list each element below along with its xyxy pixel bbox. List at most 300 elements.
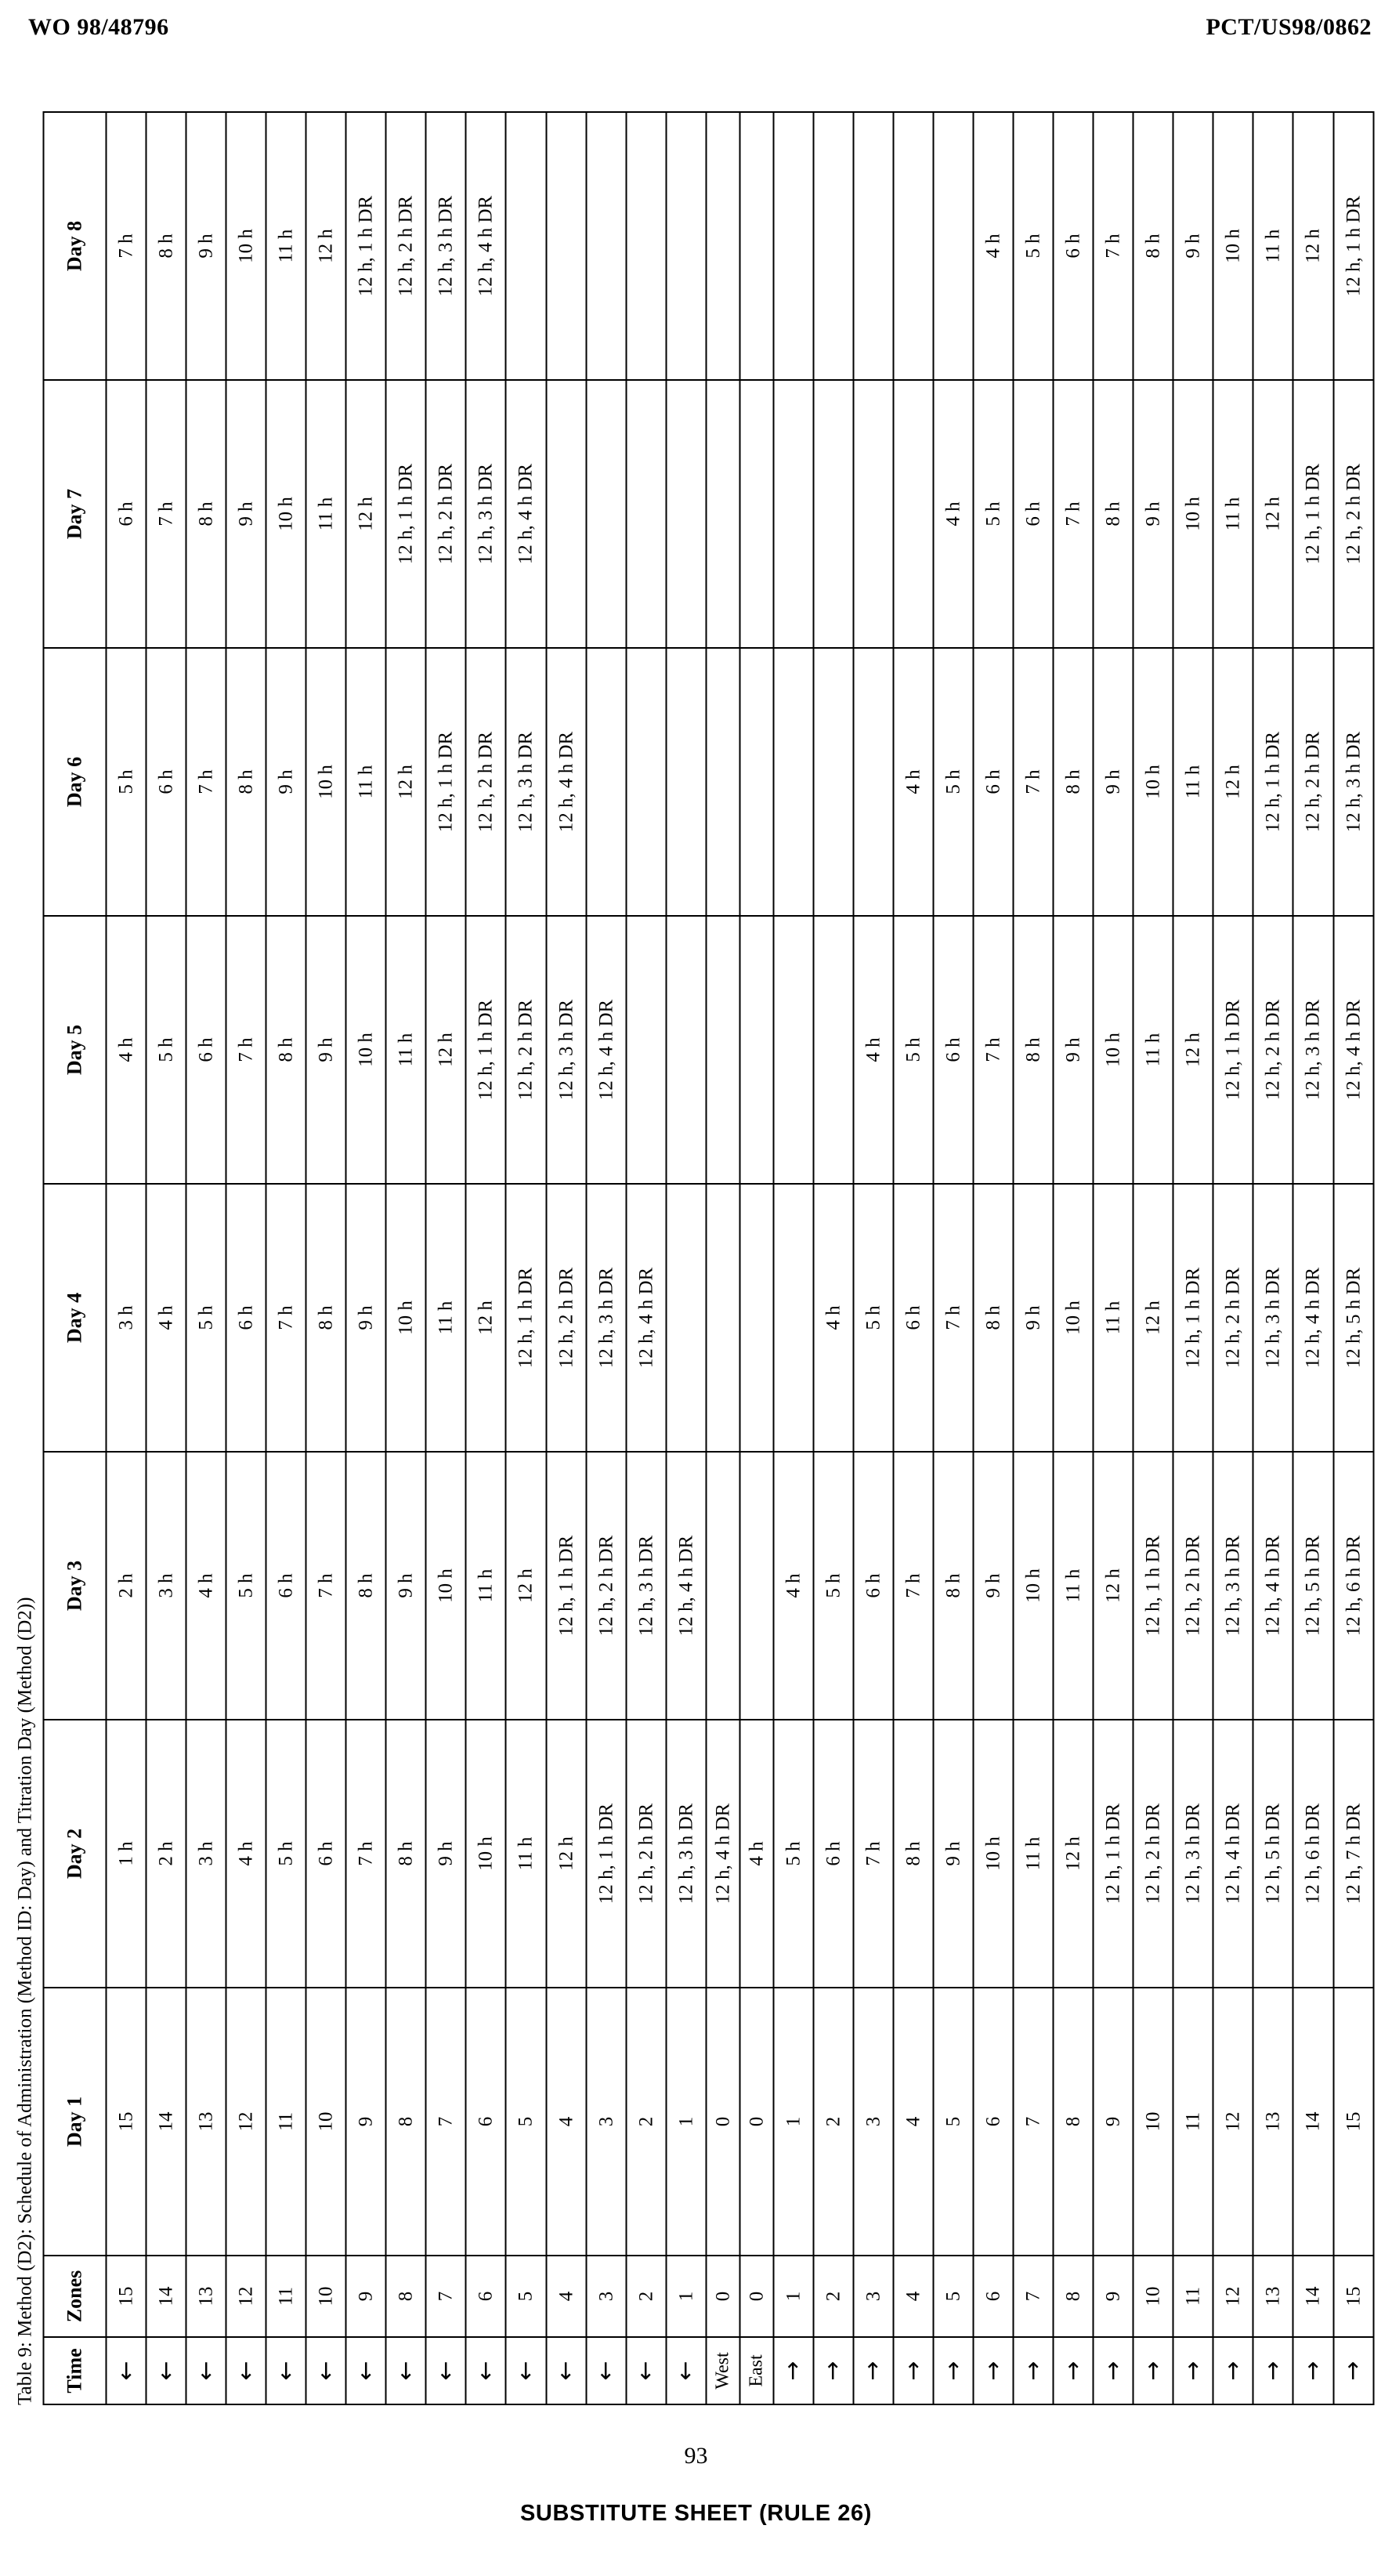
cell-day7: 12 h, 1 h DR bbox=[385, 380, 425, 648]
cell-day8 bbox=[626, 112, 666, 380]
cell-day3 bbox=[739, 1452, 773, 1720]
cell-day2: 12 h, 7 h DR bbox=[1333, 1720, 1373, 1988]
cell-day5 bbox=[813, 916, 853, 1184]
cell-day8: 8 h bbox=[146, 112, 186, 380]
publication-number: WO 98/48796 bbox=[28, 14, 169, 40]
cell-day2: 12 h, 4 h DR bbox=[706, 1720, 739, 1988]
cell-day7 bbox=[586, 380, 626, 648]
cell-day6: 12 h, 2 h DR bbox=[1293, 648, 1332, 916]
cell-day7: 12 h bbox=[345, 380, 385, 648]
table-row bbox=[586, 112, 626, 2404]
cell-day6: 11 h bbox=[345, 648, 385, 916]
cell-day4: 12 h, 2 h DR bbox=[1213, 1184, 1253, 1452]
zone-value: 8 bbox=[385, 2256, 425, 2337]
cell-day3 bbox=[706, 1452, 739, 1720]
page-header bbox=[0, 14, 1392, 53]
cell-day3: 7 h bbox=[893, 1452, 933, 1720]
cell-day4: 12 h, 3 h DR bbox=[586, 1184, 626, 1452]
cell-day3: 2 h bbox=[106, 1452, 146, 1720]
cell-day1: 10 bbox=[1133, 1988, 1173, 2256]
arrow-left-icon: ← bbox=[586, 2337, 626, 2404]
cell-day3: 12 h, 3 h DR bbox=[1213, 1452, 1253, 1720]
cell-day5: 11 h bbox=[385, 916, 425, 1184]
zone-value: 5 bbox=[933, 2256, 973, 2337]
zone-value: 7 bbox=[1013, 2256, 1053, 2337]
cell-day1: 5 bbox=[933, 1988, 973, 2256]
cell-day6: 11 h bbox=[1173, 648, 1213, 916]
col-header-day-1: Day 1 bbox=[43, 1988, 106, 2256]
table-row bbox=[973, 112, 1013, 2404]
cell-day5: 12 h, 2 h DR bbox=[1253, 916, 1293, 1184]
cell-day7: 5 h bbox=[973, 380, 1013, 648]
arrow-right-icon: → bbox=[1173, 2337, 1213, 2404]
zone-value: 6 bbox=[465, 2256, 505, 2337]
cell-day4: 12 h, 5 h DR bbox=[1333, 1184, 1373, 1452]
table-row bbox=[146, 112, 186, 2404]
zone-value: 4 bbox=[893, 2256, 933, 2337]
col-header-time: Time bbox=[43, 2337, 106, 2404]
cell-day4 bbox=[773, 1184, 813, 1452]
cell-day3: 9 h bbox=[385, 1452, 425, 1720]
cell-day7 bbox=[706, 380, 739, 648]
cell-day3: 12 h, 4 h DR bbox=[1253, 1452, 1293, 1720]
cell-day4: 12 h, 1 h DR bbox=[505, 1184, 545, 1452]
cell-day2: 12 h, 6 h DR bbox=[1293, 1720, 1332, 1988]
table-row bbox=[1173, 112, 1213, 2404]
cell-day6: 12 h bbox=[1213, 648, 1253, 916]
cell-day4 bbox=[706, 1184, 739, 1452]
arrow-right-icon: → bbox=[1133, 2337, 1173, 2404]
cell-day5 bbox=[626, 916, 666, 1184]
cell-day8: 8 h bbox=[1133, 112, 1173, 380]
cell-day7 bbox=[626, 380, 666, 648]
cell-day2: 12 h, 2 h DR bbox=[1133, 1720, 1173, 1988]
cell-day5: 8 h bbox=[266, 916, 306, 1184]
cell-day5: 8 h bbox=[1013, 916, 1053, 1184]
cell-day6: 12 h, 3 h DR bbox=[505, 648, 545, 916]
cell-day1: 7 bbox=[425, 1988, 465, 2256]
arrow-right-icon: → bbox=[1253, 2337, 1293, 2404]
cell-day8: 10 h bbox=[1213, 112, 1253, 380]
cell-day6: 12 h, 2 h DR bbox=[465, 648, 505, 916]
zone-value: 15 bbox=[106, 2256, 146, 2337]
cell-day4: 3 h bbox=[106, 1184, 146, 1452]
cell-day3: 8 h bbox=[933, 1452, 973, 1720]
cell-day7: 6 h bbox=[1013, 380, 1053, 648]
cell-day3: 12 h, 1 h DR bbox=[546, 1452, 586, 1720]
arrow-right-icon: → bbox=[853, 2337, 893, 2404]
cell-day3: 10 h bbox=[1013, 1452, 1053, 1720]
cell-day3: 10 h bbox=[425, 1452, 465, 1720]
cell-day8 bbox=[739, 112, 773, 380]
cell-day2: 12 h, 2 h DR bbox=[626, 1720, 666, 1988]
rotated-table-container bbox=[16, 141, 1376, 2405]
table-row bbox=[425, 112, 465, 2404]
cell-day1: 3 bbox=[586, 1988, 626, 2256]
cell-day8: 9 h bbox=[1173, 112, 1213, 380]
cell-day3: 4 h bbox=[186, 1452, 226, 1720]
cell-day4: 4 h bbox=[146, 1184, 186, 1452]
cell-day4: 8 h bbox=[973, 1184, 1013, 1452]
cell-day6: 9 h bbox=[1093, 648, 1133, 916]
cell-day2: 5 h bbox=[266, 1720, 306, 1988]
table-row bbox=[1093, 112, 1133, 2404]
cell-day2: 10 h bbox=[973, 1720, 1013, 1988]
table-row bbox=[1253, 112, 1293, 2404]
cell-day2: 11 h bbox=[505, 1720, 545, 1988]
cell-day4: 11 h bbox=[1093, 1184, 1133, 1452]
cell-day6: 12 h, 4 h DR bbox=[546, 648, 586, 916]
cell-day1: 14 bbox=[146, 1988, 186, 2256]
cell-day7 bbox=[813, 380, 853, 648]
cell-day6: 12 h bbox=[385, 648, 425, 916]
cell-day7: 4 h bbox=[933, 380, 973, 648]
table-region bbox=[16, 141, 1376, 2405]
table-row bbox=[1133, 112, 1173, 2404]
arrow-right-icon: → bbox=[1293, 2337, 1332, 2404]
cell-day8: 5 h bbox=[1013, 112, 1053, 380]
zone-value: 13 bbox=[186, 2256, 226, 2337]
cell-day5 bbox=[773, 916, 813, 1184]
col-header-day-8: Day 8 bbox=[43, 112, 106, 380]
cell-day2: 10 h bbox=[465, 1720, 505, 1988]
cell-day8 bbox=[505, 112, 545, 380]
table-row bbox=[666, 112, 706, 2404]
cell-day5: 11 h bbox=[1133, 916, 1173, 1184]
col-header-day-5: Day 5 bbox=[43, 916, 106, 1184]
table-row bbox=[1293, 112, 1332, 2404]
cell-day2: 12 h, 4 h DR bbox=[1213, 1720, 1253, 1988]
cell-day4: 4 h bbox=[813, 1184, 853, 1452]
cell-day7: 11 h bbox=[1213, 380, 1253, 648]
cell-day6 bbox=[666, 648, 706, 916]
zone-value: 11 bbox=[1173, 2256, 1213, 2337]
cell-day4 bbox=[666, 1184, 706, 1452]
table-row bbox=[345, 112, 385, 2404]
cell-day1: 4 bbox=[893, 1988, 933, 2256]
zone-value: 1 bbox=[666, 2256, 706, 2337]
cell-day5: 12 h, 4 h DR bbox=[1333, 916, 1373, 1184]
cell-day8: 12 h bbox=[1293, 112, 1332, 380]
cell-day8: 12 h, 1 h DR bbox=[1333, 112, 1373, 380]
arrow-right-icon: → bbox=[893, 2337, 933, 2404]
cell-day4: 10 h bbox=[1053, 1184, 1093, 1452]
cell-day7: 12 h, 1 h DR bbox=[1293, 380, 1332, 648]
cell-day7: 9 h bbox=[1133, 380, 1173, 648]
table-row bbox=[1053, 112, 1093, 2404]
arrow-left-icon: ← bbox=[666, 2337, 706, 2404]
cell-day1: 2 bbox=[626, 1988, 666, 2256]
cell-day1: 1 bbox=[773, 1988, 813, 2256]
cell-day8: 9 h bbox=[186, 112, 226, 380]
cell-day2: 6 h bbox=[306, 1720, 345, 1988]
cell-day2: 7 h bbox=[853, 1720, 893, 1988]
zone-value: 5 bbox=[505, 2256, 545, 2337]
cell-day8: 11 h bbox=[266, 112, 306, 380]
cell-day8: 12 h, 3 h DR bbox=[425, 112, 465, 380]
cell-day8: 12 h, 2 h DR bbox=[385, 112, 425, 380]
cell-day1: 5 bbox=[505, 1988, 545, 2256]
cell-day2: 12 h bbox=[546, 1720, 586, 1988]
cell-day8 bbox=[773, 112, 813, 380]
cell-day7: 8 h bbox=[186, 380, 226, 648]
cell-day2: 11 h bbox=[1013, 1720, 1053, 1988]
header-row bbox=[43, 112, 106, 2404]
zone-value: 12 bbox=[1213, 2256, 1253, 2337]
cell-day8 bbox=[546, 112, 586, 380]
cell-day5 bbox=[706, 916, 739, 1184]
cell-day8 bbox=[586, 112, 626, 380]
table-row bbox=[853, 112, 893, 2404]
zone-value: 9 bbox=[1093, 2256, 1133, 2337]
cell-day4: 6 h bbox=[226, 1184, 266, 1452]
cell-day1: 13 bbox=[1253, 1988, 1293, 2256]
cell-day8: 10 h bbox=[226, 112, 266, 380]
table-row bbox=[306, 112, 345, 2404]
zone-value: 4 bbox=[546, 2256, 586, 2337]
cell-day3: 12 h, 4 h DR bbox=[666, 1452, 706, 1720]
cell-day6: 10 h bbox=[306, 648, 345, 916]
cell-day7: 12 h, 2 h DR bbox=[1333, 380, 1373, 648]
cell-day3: 12 h bbox=[505, 1452, 545, 1720]
cell-day4 bbox=[739, 1184, 773, 1452]
zone-value: 1 bbox=[773, 2256, 813, 2337]
cell-day6 bbox=[773, 648, 813, 916]
zone-value: 8 bbox=[1053, 2256, 1093, 2337]
arrow-left-icon: ← bbox=[465, 2337, 505, 2404]
table-row bbox=[1333, 112, 1373, 2404]
cell-day5: 12 h, 1 h DR bbox=[1213, 916, 1253, 1184]
table-row bbox=[813, 112, 853, 2404]
cell-day3: 12 h, 2 h DR bbox=[1173, 1452, 1213, 1720]
cell-day7: 10 h bbox=[266, 380, 306, 648]
zone-value: 0 bbox=[739, 2256, 773, 2337]
cell-day1: 8 bbox=[1053, 1988, 1093, 2256]
cell-day6: 4 h bbox=[893, 648, 933, 916]
cell-day8 bbox=[813, 112, 853, 380]
cell-day7: 10 h bbox=[1173, 380, 1213, 648]
cell-day7 bbox=[773, 380, 813, 648]
cell-day7 bbox=[893, 380, 933, 648]
zone-value: 3 bbox=[586, 2256, 626, 2337]
cell-day3: 6 h bbox=[266, 1452, 306, 1720]
cell-day7 bbox=[666, 380, 706, 648]
cell-day6: 8 h bbox=[1053, 648, 1093, 916]
cell-day5: 12 h, 3 h DR bbox=[1293, 916, 1332, 1184]
arrow-right-icon: → bbox=[773, 2337, 813, 2404]
cell-day7: 8 h bbox=[1093, 380, 1133, 648]
arrow-left-icon: ← bbox=[546, 2337, 586, 2404]
zone-value: 9 bbox=[345, 2256, 385, 2337]
arrow-left-icon: ← bbox=[505, 2337, 545, 2404]
cell-day1: 0 bbox=[739, 1988, 773, 2256]
table-row bbox=[933, 112, 973, 2404]
cell-day1: 11 bbox=[1173, 1988, 1213, 2256]
cell-day7: 11 h bbox=[306, 380, 345, 648]
arrow-left-icon: ← bbox=[385, 2337, 425, 2404]
zone-value: 14 bbox=[1293, 2256, 1332, 2337]
col-header-day-7: Day 7 bbox=[43, 380, 106, 648]
cell-day8: 6 h bbox=[1053, 112, 1093, 380]
cell-day6: 7 h bbox=[1013, 648, 1053, 916]
table-row bbox=[465, 112, 505, 2404]
table-row bbox=[1213, 112, 1253, 2404]
page-number: 93 bbox=[684, 2443, 708, 2469]
cell-day8: 11 h bbox=[1253, 112, 1293, 380]
cell-day4: 7 h bbox=[266, 1184, 306, 1452]
cell-day7 bbox=[739, 380, 773, 648]
cell-day1: 4 bbox=[546, 1988, 586, 2256]
cell-day1: 15 bbox=[1333, 1988, 1373, 2256]
table-row bbox=[773, 112, 813, 2404]
cell-day6 bbox=[853, 648, 893, 916]
cell-day3: 8 h bbox=[345, 1452, 385, 1720]
cell-day6: 5 h bbox=[106, 648, 146, 916]
cell-day2: 12 h, 1 h DR bbox=[586, 1720, 626, 1988]
table-row bbox=[266, 112, 306, 2404]
cell-day8: 12 h, 1 h DR bbox=[345, 112, 385, 380]
cell-day8 bbox=[853, 112, 893, 380]
cell-day7: 7 h bbox=[1053, 380, 1093, 648]
cell-day3: 12 h, 6 h DR bbox=[1333, 1452, 1373, 1720]
cell-day2: 4 h bbox=[226, 1720, 266, 1988]
cell-day3: 12 h bbox=[1093, 1452, 1133, 1720]
cell-day1: 15 bbox=[106, 1988, 146, 2256]
cell-day4: 12 h, 1 h DR bbox=[1173, 1184, 1213, 1452]
cell-day3: 11 h bbox=[1053, 1452, 1093, 1720]
cell-day6 bbox=[586, 648, 626, 916]
cell-day2: 9 h bbox=[933, 1720, 973, 1988]
cell-day2: 12 h, 3 h DR bbox=[666, 1720, 706, 1988]
zone-value: 2 bbox=[626, 2256, 666, 2337]
cell-day6: 7 h bbox=[186, 648, 226, 916]
cell-day2: 5 h bbox=[773, 1720, 813, 1988]
table-row bbox=[186, 112, 226, 2404]
cell-day5: 12 h, 3 h DR bbox=[546, 916, 586, 1184]
cell-day8: 4 h bbox=[973, 112, 1013, 380]
cell-day4: 9 h bbox=[345, 1184, 385, 1452]
cell-day2: 1 h bbox=[106, 1720, 146, 1988]
cell-day1: 12 bbox=[1213, 1988, 1253, 2256]
cell-day3: 4 h bbox=[773, 1452, 813, 1720]
table-row bbox=[226, 112, 266, 2404]
cell-day5: 9 h bbox=[306, 916, 345, 1184]
cell-day1: 2 bbox=[813, 1988, 853, 2256]
arrow-right-icon: → bbox=[933, 2337, 973, 2404]
cell-day5: 7 h bbox=[973, 916, 1013, 1184]
cell-day5: 6 h bbox=[933, 916, 973, 1184]
zone-value: 3 bbox=[853, 2256, 893, 2337]
cell-day2: 12 h, 1 h DR bbox=[1093, 1720, 1133, 1988]
zone-value: 14 bbox=[146, 2256, 186, 2337]
table-row bbox=[505, 112, 545, 2404]
cell-day7: 12 h, 4 h DR bbox=[505, 380, 545, 648]
zone-value: 15 bbox=[1333, 2256, 1373, 2337]
cell-day5: 10 h bbox=[345, 916, 385, 1184]
arrow-right-icon: → bbox=[1333, 2337, 1373, 2404]
table-caption: Table 9: Method (D2): Schedule of Administration (Method ID: Day) and Titration Day (Method (D2)) bbox=[14, 1597, 35, 2405]
cell-day3: 12 h, 1 h DR bbox=[1133, 1452, 1173, 1720]
cell-day4: 11 h bbox=[425, 1184, 465, 1452]
table-row bbox=[385, 112, 425, 2404]
cell-day5: 12 h bbox=[1173, 916, 1213, 1184]
cell-day6 bbox=[626, 648, 666, 916]
cell-day5: 9 h bbox=[1053, 916, 1093, 1184]
col-header-day-6: Day 6 bbox=[43, 648, 106, 916]
cell-day1: 13 bbox=[186, 1988, 226, 2256]
cell-day6: 12 h, 1 h DR bbox=[1253, 648, 1293, 916]
cell-day1: 6 bbox=[973, 1988, 1013, 2256]
arrow-left-icon: ← bbox=[186, 2337, 226, 2404]
cell-day2: 2 h bbox=[146, 1720, 186, 1988]
cell-day4: 12 h, 4 h DR bbox=[1293, 1184, 1332, 1452]
cell-day8 bbox=[893, 112, 933, 380]
cell-day1: 3 bbox=[853, 1988, 893, 2256]
cell-day3: 9 h bbox=[973, 1452, 1013, 1720]
cell-day7: 9 h bbox=[226, 380, 266, 648]
cell-day7 bbox=[853, 380, 893, 648]
cell-day6: 12 h, 3 h DR bbox=[1333, 648, 1373, 916]
zone-value: 0 bbox=[706, 2256, 739, 2337]
col-header-day-3: Day 3 bbox=[43, 1452, 106, 1720]
cell-day3: 11 h bbox=[465, 1452, 505, 1720]
cell-day4: 6 h bbox=[893, 1184, 933, 1452]
administration-schedule-table bbox=[42, 111, 1374, 2405]
zone-value: 11 bbox=[266, 2256, 306, 2337]
cell-day6: 6 h bbox=[146, 648, 186, 916]
cell-day4: 12 h, 2 h DR bbox=[546, 1184, 586, 1452]
table-row bbox=[106, 112, 146, 2404]
cell-day6: 6 h bbox=[973, 648, 1013, 916]
cell-day1: 10 bbox=[306, 1988, 345, 2256]
cell-day5: 4 h bbox=[106, 916, 146, 1184]
zone-value: 10 bbox=[1133, 2256, 1173, 2337]
arrow-right-icon: → bbox=[973, 2337, 1013, 2404]
cell-day2: 9 h bbox=[425, 1720, 465, 1988]
cell-day4: 12 h, 3 h DR bbox=[1253, 1184, 1293, 1452]
time-zone-label: East bbox=[739, 2337, 773, 2404]
arrow-left-icon: ← bbox=[226, 2337, 266, 2404]
cell-day2: 4 h bbox=[739, 1720, 773, 1988]
cell-day6: 12 h, 1 h DR bbox=[425, 648, 465, 916]
cell-day4: 7 h bbox=[933, 1184, 973, 1452]
zone-value: 7 bbox=[425, 2256, 465, 2337]
cell-day4: 12 h, 4 h DR bbox=[626, 1184, 666, 1452]
cell-day1: 8 bbox=[385, 1988, 425, 2256]
table-row bbox=[546, 112, 586, 2404]
arrow-right-icon: → bbox=[1093, 2337, 1133, 2404]
table-head bbox=[43, 112, 106, 2404]
cell-day6 bbox=[706, 648, 739, 916]
cell-day3: 12 h, 3 h DR bbox=[626, 1452, 666, 1720]
cell-day4: 12 h bbox=[1133, 1184, 1173, 1452]
cell-day4: 5 h bbox=[186, 1184, 226, 1452]
col-header-day-2: Day 2 bbox=[43, 1720, 106, 1988]
cell-day8: 7 h bbox=[106, 112, 146, 380]
cell-day4: 8 h bbox=[306, 1184, 345, 1452]
cell-day5: 12 h, 2 h DR bbox=[505, 916, 545, 1184]
cell-day5 bbox=[739, 916, 773, 1184]
arrow-left-icon: ← bbox=[425, 2337, 465, 2404]
cell-day1: 0 bbox=[706, 1988, 739, 2256]
cell-day7: 12 h, 3 h DR bbox=[465, 380, 505, 648]
cell-day6: 10 h bbox=[1133, 648, 1173, 916]
cell-day1: 9 bbox=[345, 1988, 385, 2256]
zone-value: 12 bbox=[226, 2256, 266, 2337]
cell-day1: 11 bbox=[266, 1988, 306, 2256]
cell-day1: 7 bbox=[1013, 1988, 1053, 2256]
cell-day5: 5 h bbox=[893, 916, 933, 1184]
